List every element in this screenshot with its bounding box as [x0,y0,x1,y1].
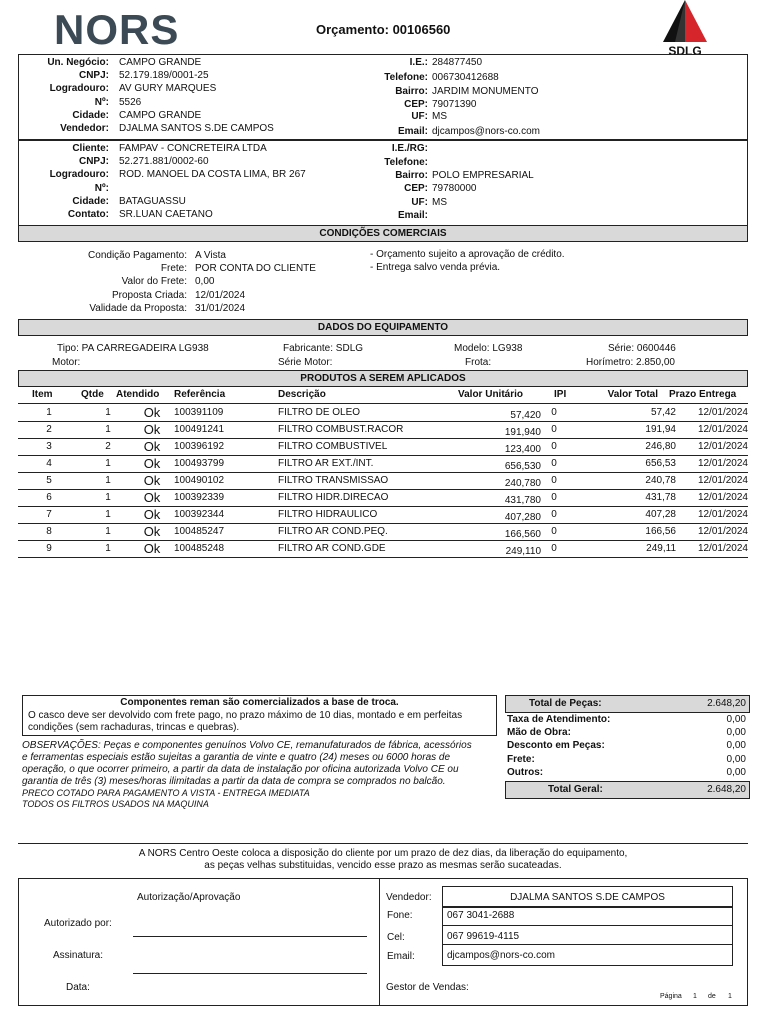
cell-atendido: Ok [143,541,161,556]
label-client-logradouro: Logradouro: [49,169,109,180]
table-row [18,524,748,541]
total-geral: 2.648,20 [707,784,746,795]
total-mao-obra: 0,00 [726,727,746,738]
cond-note-credit: - Orçamento sujeito a aprovação de crédito. [370,249,565,260]
reman-line-2: condições (sem rachaduras, trincas e quebras). [28,722,240,733]
footer-cel: 067 99619-4115 [447,931,520,942]
equip-modelo: Modelo: LG938 [454,343,523,354]
cell-prazo-entrega: 12/01/2024 [697,458,748,469]
label-contato: Contato: [67,209,109,220]
client-uf: MS [432,197,447,208]
cell-descricao: FILTRO AR EXT./INT. [278,458,374,469]
cell-prazo-entrega: 12/01/2024 [697,441,748,452]
cond-note-delivery: - Entrega salvo venda prévia. [370,262,501,273]
quote-title: Orçamento: 00106560 [316,22,451,37]
cond-pagamento: A Vista [195,250,226,261]
table-row [18,473,748,490]
cell-atendido: Ok [143,490,161,505]
cell-ipi: 0 [551,475,557,486]
total-pecas: 2.648,20 [707,698,746,709]
company-ie: 284877450 [432,57,483,68]
cell-valor-unitario: 123,400 [504,444,541,455]
cell-valor-total: 431,78 [645,492,676,503]
equip-fabricante: Fabricante: SDLG [283,343,364,354]
client-cnpj: 52.271.881/0002-60 [119,156,209,167]
client-logradouro: ROD. MANOEL DA COSTA LIMA, BR 267 [119,169,306,180]
cell-item: 9 [46,543,52,554]
cell-item: 8 [46,526,52,537]
cell-qtde: 1 [105,526,111,537]
cell-valor-total: 656,53 [645,458,676,469]
label-email: Email: [397,126,428,137]
client-bairro: POLO EMPRESARIAL [432,170,534,181]
cell-valor-unitario: 656,530 [504,461,541,472]
label-validade: Validade da Proposta: [89,303,187,314]
label-ie: I.E.: [409,57,428,68]
label-frete: Frete: [160,263,187,274]
label-valor-frete: Valor do Frete: [121,276,187,287]
total-outros: 0,00 [726,767,746,778]
col-valor-total: Valor Total [607,389,658,400]
client-name: FAMPAV - CONCRETEIRA LTDA [119,143,267,154]
obs-line-3: operação, o que ocorrer primeiro, a partir da data de instalação por oficina autorizada Volvo CE ou [22,764,459,775]
cell-descricao: FILTRO TRANSMISSAO [278,475,389,486]
label-client-uf: UF: [411,197,428,208]
cell-valor-total: 57,42 [650,407,676,418]
cell-valor-total: 166,56 [645,526,676,537]
equip-horimetro: Horímetro: 2.850,00 [586,357,675,368]
company-cep: 79071390 [432,99,477,110]
cell-item: 4 [46,458,52,469]
cell-atendido: Ok [143,439,161,454]
company-cnpj: 52.179.189/0001-25 [119,70,209,81]
cell-qtde: 1 [105,509,111,520]
footer-notice-2: as peças velhas substituidas, vencido esse prazo as mesmas serão sucateadas. [204,860,562,871]
table-row [18,456,748,473]
cell-atendido: Ok [143,405,161,420]
cell-valor-total: 249,11 [646,543,676,554]
cell-valor-unitario: 57,420 [510,410,541,421]
reman-line-1: O casco deve ser devolvido com frete pago, no prazo máximo de 10 dias, montado e em perfeitas [28,710,463,721]
label-cnpj: CNPJ: [78,70,109,81]
cell-qtde: 1 [105,424,111,435]
cell-item: 1 [46,407,52,418]
page-total: 1 [728,993,732,1000]
cell-atendido: Ok [143,422,161,437]
cell-item: 2 [46,424,52,435]
col-referencia: Referência [174,389,226,400]
auth-title: Autorização/Aprovação [137,892,241,903]
cell-referencia: 100491241 [174,424,225,435]
cell-valor-unitario: 191,940 [504,427,541,438]
cell-ipi: 0 [551,407,557,418]
svg-text:SDLG: SDLG [668,44,702,58]
total-desconto: 0,00 [726,740,746,751]
cell-prazo-entrega: 12/01/2024 [697,407,748,418]
label-client-telefone: Telefone: [384,157,428,168]
client-cep: 79780000 [432,183,477,194]
client-cidade: BATAGUASSU [119,196,186,207]
label-total-geral: Total Geral: [548,784,603,795]
label-logradouro: Logradouro: [49,83,109,94]
label-un-negocio: Un. Negócio: [47,57,109,68]
cell-ipi: 0 [551,424,557,435]
cell-prazo-entrega: 12/01/2024 [697,543,748,554]
cell-qtde: 1 [105,407,111,418]
label-cidade: Cidade: [72,110,109,121]
cell-atendido: Ok [143,473,161,488]
cell-atendido: Ok [143,524,161,539]
footer-vendedor-label: Vendedor: [386,892,432,903]
cell-qtde: 1 [105,492,111,503]
table-row [18,405,748,422]
label-proposta-criada: Proposta Criada: [111,290,187,301]
reman-title: Componentes reman são comercializados a base de troca. [120,697,399,708]
company-un: CAMPO GRANDE [119,57,202,68]
cell-descricao: FILTRO HIDR.DIRECAO [278,492,389,503]
client-contato: SR.LUAN CAETANO [119,209,213,220]
equip-serie-motor: Série Motor: [278,357,333,368]
label-client-bairro: Bairro: [395,170,428,181]
col-valor-unitario: Valor Unitário [457,389,523,400]
auth-data-label: Data: [66,982,90,993]
page-label: Página [660,993,682,1000]
products-header-rule [18,403,748,404]
cell-atendido: Ok [143,507,161,522]
footer-rule [18,843,748,844]
svg-text:NORS: NORS [54,8,180,50]
col-qtde: Qtde [81,389,104,400]
col-prazo-entrega: Prazo Entrega [669,389,737,400]
cell-ipi: 0 [551,543,557,554]
table-row [18,422,748,439]
cell-item: 6 [46,492,52,503]
cell-prazo-entrega: 12/01/2024 [697,509,748,520]
approval-divider [379,878,380,1006]
nors-logo [54,8,194,50]
cell-referencia: 100485248 [174,543,225,554]
equip-frota: Frota: [465,357,492,368]
products-header: PRODUTOS A SEREM APLICADOS [18,370,748,387]
company-uf: MS [432,111,447,122]
cell-valor-unitario: 407,280 [504,512,541,523]
label-total-pecas: Total de Peças: [529,698,602,709]
cell-descricao: FILTRO AR COND.GDE [278,543,386,554]
col-descricao: Descrição [278,389,326,400]
cell-referencia: 100490102 [174,475,225,486]
table-row [18,541,748,558]
label-pagamento: Condição Pagamento: [88,250,187,261]
label-client-cnpj: CNPJ: [78,156,109,167]
cell-ipi: 0 [551,458,557,469]
cell-qtde: 1 [105,458,111,469]
cell-valor-total: 240,78 [645,475,676,486]
label-telefone: Telefone: [384,72,428,83]
cell-referencia: 100396192 [174,441,225,452]
company-email: djcampos@nors-co.com [432,126,540,137]
cell-valor-unitario: 166,560 [504,529,541,540]
footer-gestor-label: Gestor de Vendas: [386,982,469,993]
cell-ipi: 0 [551,441,557,452]
cell-ipi: 0 [551,509,557,520]
label-bairro: Bairro: [395,86,428,97]
table-row [18,439,748,456]
cell-referencia: 100493799 [174,458,225,469]
label-client-numero: Nº: [94,183,109,194]
table-row [18,507,748,524]
obs-line-5: PRECO COTADO PARA PAGAMENTO A VISTA - ENTREGA IMEDIATA [22,788,310,798]
cell-valor-total: 191,94 [645,424,676,435]
company-telefone: 006730412688 [432,72,499,83]
cell-qtde: 2 [105,441,111,452]
cell-prazo-entrega: 12/01/2024 [697,492,748,503]
cell-referencia: 100391109 [174,407,224,418]
conditions-header: CONDIÇÕES COMERCIAIS [18,225,748,242]
cell-qtde: 1 [105,543,111,554]
footer-fone: 067 3041-2688 [447,910,515,921]
page-of-label: de [708,993,716,1000]
cell-atendido: Ok [143,456,161,471]
footer-cel-label: Cel: [387,932,405,943]
cell-ipi: 0 [551,492,557,503]
company-logradouro: AV GURY MARQUES [119,83,217,94]
footer-vendedor: DJALMA SANTOS S.DE CAMPOS [510,892,665,903]
cell-referencia: 100485247 [174,526,225,537]
table-row [18,490,748,507]
label-client-ie: I.E./RG: [391,143,428,154]
label-client-cep: CEP: [404,183,428,194]
cell-valor-total: 246,80 [645,441,676,452]
cell-descricao: FILTRO DE OLEO [278,407,361,418]
col-atendido: Atendido [116,389,160,400]
cell-valor-unitario: 249,110 [505,546,541,557]
cell-item: 5 [46,475,52,486]
equip-motor: Motor: [52,357,81,368]
cell-ipi: 0 [551,526,557,537]
total-taxa: 0,00 [726,714,746,725]
equip-serie: Série: 0600446 [608,343,676,354]
auth-autorizado-label: Autorizado por: [44,918,112,929]
cell-referencia: 100392339 [174,492,225,503]
cell-item: 3 [46,441,52,452]
page-number: 1 [693,993,697,1000]
cell-referencia: 100392344 [174,509,225,520]
label-total-frete: Frete: [507,754,535,765]
obs-line-2: e ferramentas especiais estão sujeitas a garantia de vinte e quatro (24) meses ou 6000 horas de [22,752,451,763]
equip-tipo: Tipo: PA CARREGADEIRA LG938 [57,343,209,354]
cell-valor-unitario: 431,780 [504,495,541,506]
equipment-header: DADOS DO EQUIPAMENTO [18,319,748,336]
cell-descricao: FILTRO AR COND.PEQ. [278,526,388,537]
cond-criada: 12/01/2024 [195,290,246,301]
label-cliente: Cliente: [72,143,109,154]
label-uf: UF: [411,111,428,122]
obs-line-6: TODOS OS FILTROS USADOS NA MAQUINA [22,799,209,809]
obs-line-4: garantia de três (3) meses/horas ilimitadas a partir da data de compra se comprados no balcão. [22,776,446,787]
cell-qtde: 1 [105,475,111,486]
cell-prazo-entrega: 12/01/2024 [697,424,748,435]
footer-notice-1: A NORS Centro Oeste coloca a disposição do cliente por um prazo de dez dias, da liberação do equipamento, [138,848,628,859]
auth-assinatura-line[interactable] [133,973,367,974]
cell-item: 7 [46,509,52,520]
cell-valor-unitario: 240,780 [504,478,541,489]
company-vendedor: DJALMA SANTOS S.DE CAMPOS [119,123,274,134]
footer-fone-label: Fone: [387,910,413,921]
cell-descricao: FILTRO COMBUSTIVEL [278,441,388,452]
footer-email-label: Email: [387,951,415,962]
col-ipi: IPI [554,389,567,400]
label-client-email: Email: [397,210,428,221]
company-cidade: CAMPO GRANDE [119,110,202,121]
cond-frete: POR CONTA DO CLIENTE [195,263,316,274]
cell-prazo-entrega: 12/01/2024 [697,526,748,537]
label-client-cidade: Cidade: [72,196,109,207]
cell-prazo-entrega: 12/01/2024 [697,475,748,486]
label-vendedor: Vendedor: [60,123,109,134]
cell-descricao: FILTRO HIDRAULICO [278,509,378,520]
cond-validade: 31/01/2024 [195,303,246,314]
label-outros: Outros: [507,767,544,778]
label-desconto: Desconto em Peças: [507,740,605,751]
label-mao-obra: Mão de Obra: [507,727,571,738]
total-frete: 0,00 [726,754,746,765]
footer-email: djcampos@nors-co.com [447,950,555,961]
sdlg-logo [655,0,715,58]
cell-valor-total: 407,28 [645,509,676,520]
label-cep: CEP: [404,99,428,110]
auth-autorizado-line[interactable] [133,936,367,937]
label-numero: Nº: [94,97,109,108]
auth-assinatura-label: Assinatura: [53,950,104,961]
col-item: Item [32,389,53,400]
obs-line-1: OBSERVAÇÕES: Peças e componentes genuínos Volvo CE, remanufaturados de fábrica, acessórios [22,740,472,751]
cell-descricao: FILTRO COMBUST.RACOR [278,424,404,435]
cond-valor-frete: 0,00 [195,276,215,287]
label-taxa: Taxa de Atendimento: [507,714,611,725]
company-bairro: JARDIM MONUMENTO [432,86,539,97]
company-numero: 5526 [119,97,142,108]
